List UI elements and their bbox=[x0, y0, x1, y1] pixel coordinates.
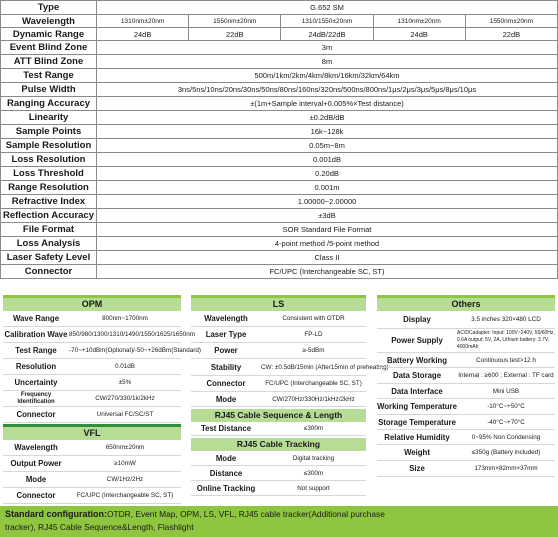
spec-label: Wavelength bbox=[14, 443, 58, 452]
spec-row bbox=[377, 461, 555, 477]
spec-row bbox=[377, 415, 555, 430]
spec-value: CW/1Hz/2Hz bbox=[106, 476, 144, 483]
spec-label: Distance bbox=[209, 468, 243, 478]
spec-label: Storage Temperature bbox=[378, 417, 456, 427]
others-panel bbox=[377, 295, 555, 477]
spec-row bbox=[191, 466, 366, 481]
spec-label: Wavelength bbox=[1, 15, 97, 28]
spec-row bbox=[191, 359, 389, 376]
spec-label: Mode bbox=[25, 475, 47, 484]
spec-row bbox=[1, 251, 558, 265]
spec-row bbox=[191, 451, 366, 466]
spec-row bbox=[377, 368, 555, 384]
spec-label: Connector bbox=[206, 379, 246, 388]
spec-label: Display bbox=[403, 315, 431, 324]
spec-value: ±(1m+Sample interval+0.005%×Test distance) bbox=[97, 97, 558, 111]
spec-row bbox=[1, 223, 558, 237]
others-title: Others bbox=[377, 298, 555, 311]
spec-label: Weight bbox=[404, 448, 430, 457]
opm-title: OPM bbox=[3, 298, 181, 311]
spec-row-wavelength bbox=[1, 15, 558, 28]
spec-rows bbox=[1, 41, 558, 279]
spec-label: Loss Threshold bbox=[1, 167, 97, 181]
spec-label: Connector bbox=[1, 265, 97, 279]
spec-value: 0.001m bbox=[97, 181, 558, 195]
spec-row-type bbox=[1, 1, 558, 15]
spec-value: CW/270/330/1k/2kHz bbox=[95, 395, 155, 402]
spec-value: 22dB bbox=[465, 28, 557, 41]
spec-label: ATT Blind Zone bbox=[1, 55, 97, 69]
spec-row bbox=[191, 311, 366, 327]
others-rows bbox=[377, 311, 555, 477]
spec-row bbox=[377, 329, 555, 353]
spec-label: Wave Range bbox=[12, 314, 60, 323]
spec-row bbox=[1, 265, 558, 279]
spec-value: ±5% bbox=[118, 379, 132, 386]
spec-row bbox=[3, 488, 181, 504]
spec-value: -70~+10dBm(Optional)/-50~+26dBm(Standard) bbox=[69, 347, 201, 354]
spec-label: Battery Working bbox=[386, 355, 448, 365]
spec-label: Mode bbox=[215, 453, 237, 463]
spec-row bbox=[3, 407, 181, 423]
spec-label: Loss Resolution bbox=[1, 153, 97, 167]
spec-label: Output Power bbox=[10, 459, 62, 468]
spec-label: Online Tracking bbox=[196, 483, 256, 493]
spec-value: 1550nm±20nm bbox=[465, 15, 557, 28]
spec-value: -10°C~+50°C bbox=[487, 403, 525, 410]
spec-label: Data Storage bbox=[392, 371, 442, 380]
spec-row bbox=[1, 167, 558, 181]
spec-value: 3ns/5ns/10ns/20ns/30ns/50ns/80ns/160ns/320ns/500ns/800ns/1μs/2μs/3μs/5μs/8μs/10μs bbox=[97, 83, 558, 97]
spec-value: ≥10mW bbox=[114, 460, 136, 467]
spec-value: Digital tracking bbox=[292, 454, 335, 462]
spec-value: SOR Standard File Format bbox=[97, 223, 558, 237]
spec-value: 3m bbox=[97, 41, 558, 55]
spec-value: FP-LD bbox=[304, 331, 323, 338]
footer-lead: Standard configuration: bbox=[5, 509, 107, 519]
standard-configuration-footer bbox=[0, 506, 558, 537]
spec-value: 1.00000~2.00000 bbox=[97, 195, 558, 209]
spec-value: Consistent with OTDR bbox=[282, 315, 345, 322]
vfl-panel bbox=[3, 424, 181, 504]
spec-label: Sample Resolution bbox=[1, 139, 97, 153]
spec-label: Power bbox=[214, 346, 238, 355]
footer-line-1 bbox=[5, 508, 553, 521]
spec-label: Connector bbox=[16, 491, 56, 500]
spec-row bbox=[191, 422, 366, 436]
spec-value: ±0.2dB/dB bbox=[97, 111, 558, 125]
rj45-tracking-title: RJ45 Cable Tracking bbox=[191, 438, 366, 451]
spec-value: Internal : ≥600 ; External : TF card bbox=[458, 372, 554, 379]
footer-line-2: tracker), RJ45 Cable Sequence&Length, Flashlight bbox=[5, 522, 194, 532]
spec-label: Mode bbox=[215, 394, 237, 404]
spec-row bbox=[3, 472, 181, 488]
opm-panel bbox=[3, 295, 201, 423]
spec-row bbox=[1, 97, 558, 111]
spec-value: ≤300m bbox=[303, 425, 324, 432]
spec-value: 22dB bbox=[189, 28, 281, 41]
spec-row bbox=[1, 83, 558, 97]
spec-value: 650nm±20nm bbox=[105, 444, 145, 451]
spec-label: Frequency Identification bbox=[17, 391, 55, 405]
spec-value: 500m/1km/2km/4km/8km/16km/32km/64km bbox=[97, 69, 558, 83]
spec-label: Test Range bbox=[1, 69, 97, 83]
spec-row bbox=[191, 392, 366, 407]
spec-value: Class II bbox=[97, 251, 558, 265]
spec-label: Loss Analysis bbox=[1, 237, 97, 251]
spec-label: Size bbox=[409, 464, 425, 473]
spec-label: Laser Type bbox=[205, 330, 247, 339]
spec-value: ≥-5dBm bbox=[302, 347, 325, 354]
spec-label: Data Interface bbox=[391, 386, 443, 396]
spec-label: Relative Humidity bbox=[384, 432, 450, 442]
spec-row bbox=[3, 456, 181, 472]
opm-rows bbox=[3, 311, 201, 423]
spec-row bbox=[1, 237, 558, 251]
spec-label: Stability bbox=[210, 362, 242, 372]
spec-row bbox=[1, 139, 558, 153]
spec-value: 800nm~1700nm bbox=[102, 315, 148, 322]
spec-value: ±3dB bbox=[97, 209, 558, 223]
spec-value: G.652 SM bbox=[97, 1, 558, 15]
spec-row bbox=[3, 375, 181, 391]
spec-label: Refractive Index bbox=[1, 195, 97, 209]
spec-label: Range Resolution bbox=[1, 181, 97, 195]
spec-row bbox=[3, 359, 181, 375]
rj45-sequence-rows bbox=[191, 422, 366, 436]
spec-label: Type bbox=[1, 1, 97, 15]
spec-label: Pulse Width bbox=[1, 83, 97, 97]
spec-row bbox=[377, 399, 555, 415]
vfl-rows bbox=[3, 440, 181, 504]
spec-value: 24dB/22dB bbox=[281, 28, 373, 41]
spec-label: Power Supply bbox=[391, 336, 443, 345]
spec-row bbox=[191, 481, 366, 496]
spec-label: Ranging Accuracy bbox=[1, 97, 97, 111]
spec-row bbox=[1, 55, 558, 69]
spec-value: 0.001dB bbox=[97, 153, 558, 167]
spec-row bbox=[1, 195, 558, 209]
spec-value: FC/UPC (Interchangeable SC, ST) bbox=[97, 265, 558, 279]
spec-label: Event Blind Zone bbox=[1, 41, 97, 55]
spec-value: 0.01dB bbox=[115, 363, 135, 370]
spec-label: Laser Safety Level bbox=[1, 251, 97, 265]
spec-value: 24dB bbox=[373, 28, 465, 41]
spec-value: 24dB bbox=[97, 28, 189, 41]
spec-row bbox=[1, 41, 558, 55]
spec-value: 3.5 inches 320×480 LCD bbox=[471, 316, 541, 323]
spec-value: CW/270Hz/330Hz/1kHz/2kHz bbox=[272, 395, 355, 403]
rj45-sequence-title: RJ45 Cable Sequence & Length bbox=[191, 409, 366, 422]
spec-label: Reflection Accuracy bbox=[1, 209, 97, 223]
spec-row bbox=[377, 353, 555, 368]
rj45-tracking-rows bbox=[191, 451, 366, 496]
spec-value: 8m bbox=[97, 55, 558, 69]
spec-value: FC/UPC (Interchangeable SC, ST) bbox=[76, 492, 174, 499]
spec-row bbox=[3, 343, 201, 359]
spec-row bbox=[3, 311, 181, 327]
spec-label: Test Distance bbox=[200, 424, 252, 433]
spec-value: 850/980/1300/1310/1490/1550/1625/1650nm bbox=[69, 331, 196, 338]
spec-row bbox=[377, 311, 555, 329]
spec-row bbox=[377, 430, 555, 445]
spec-label: Working Temperature bbox=[377, 402, 457, 411]
spec-row bbox=[377, 384, 555, 399]
spec-value: Not support bbox=[297, 484, 330, 492]
spec-value: 1310nm±20nm bbox=[373, 15, 465, 28]
spec-row bbox=[191, 376, 366, 392]
spec-label: Linearity bbox=[1, 111, 97, 125]
spec-row bbox=[377, 445, 555, 461]
spec-row bbox=[1, 181, 558, 195]
spec-value: FC/UPC (Interchangeable SC, ST) bbox=[265, 380, 362, 387]
spec-value: 0.05m~8m bbox=[97, 139, 558, 153]
ls-rows bbox=[191, 311, 389, 407]
spec-label: Test Range bbox=[15, 346, 57, 355]
spec-row bbox=[191, 327, 366, 343]
spec-label: File Format bbox=[1, 223, 97, 237]
spec-value: 0.20dB bbox=[97, 167, 558, 181]
spec-value: 1310/1550±20nm bbox=[281, 15, 373, 28]
ls-panel bbox=[191, 295, 389, 496]
spec-label: Dynamic Range bbox=[1, 28, 97, 41]
spec-label: Wavelength bbox=[204, 314, 248, 323]
spec-value: ≤300m bbox=[303, 469, 324, 477]
spec-label: Calibration Wave bbox=[4, 330, 68, 339]
spec-value: 16k~128k bbox=[97, 125, 558, 139]
spec-value: 4-point method /5-point method bbox=[97, 237, 558, 251]
spec-value: Mini USB bbox=[492, 387, 520, 395]
spec-row bbox=[1, 209, 558, 223]
spec-row-dynamic-range bbox=[1, 28, 558, 41]
ls-title: LS bbox=[191, 298, 366, 311]
spec-value: Continuous test>12 h bbox=[476, 356, 536, 364]
spec-value: 1310nm±20nm bbox=[97, 15, 189, 28]
spec-row bbox=[3, 440, 181, 456]
spec-row bbox=[3, 391, 181, 407]
spec-label: Connector bbox=[16, 410, 56, 419]
spec-value: Universal FC/SC/ST bbox=[96, 411, 154, 418]
vfl-title: VFL bbox=[3, 427, 181, 440]
spec-value: ≤350g (Battery included) bbox=[471, 449, 541, 456]
spec-value: 173mm×82mm×37mm bbox=[474, 465, 538, 472]
spec-row bbox=[1, 153, 558, 167]
spec-row bbox=[1, 111, 558, 125]
spec-row bbox=[191, 343, 366, 359]
spec-row bbox=[1, 125, 558, 139]
footer-text-1: OTDR, Event Map, OPM, LS, VFL, RJ45 cable tracker(Additional purchase bbox=[107, 509, 385, 519]
spec-value: -40°C~+70°C bbox=[487, 418, 525, 426]
spec-label: Resolution bbox=[15, 362, 57, 371]
spec-value: AC/DCadapter: Input: 100V~240V, 50/60Hz, 0.6A output: 5V, 2A, Lithium battery: 3.7V, 4000mAh bbox=[457, 330, 555, 350]
spec-row bbox=[3, 327, 196, 343]
spec-row bbox=[1, 69, 558, 83]
spec-value: 1550nm±20nm bbox=[189, 15, 281, 28]
spec-value: CW: ±0.5dB/15min (After15min of preheating) bbox=[261, 363, 389, 371]
spec-label: Uncertainty bbox=[14, 378, 58, 387]
spec-value: 0~95% Non Condensing bbox=[471, 433, 541, 441]
spec-label: Sample Points bbox=[1, 125, 97, 139]
